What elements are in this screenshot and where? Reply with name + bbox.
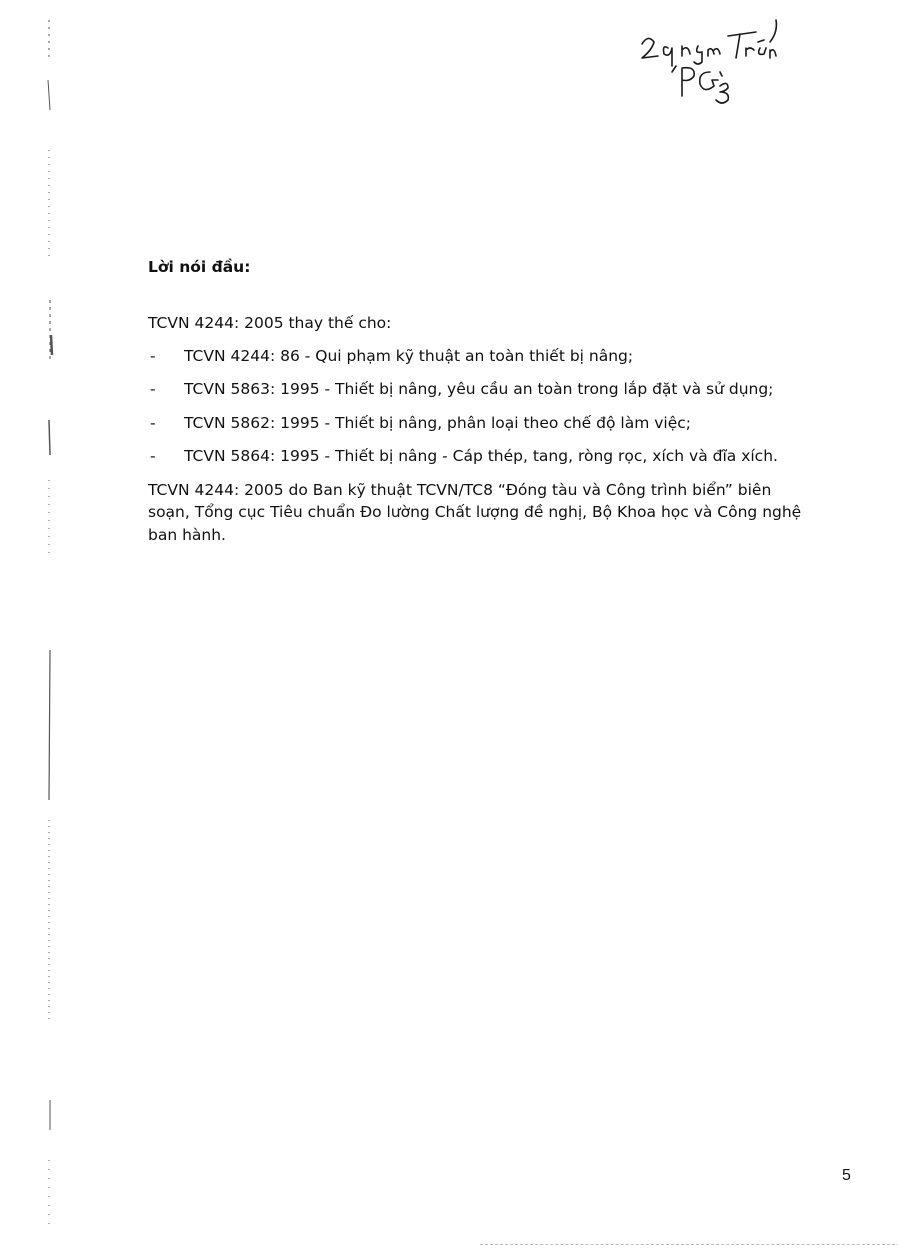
- scan-noise-graphic: [44, 0, 58, 1249]
- list-item-text: TCVN 5863: 1995 - Thiết bị nâng, yêu cầu an toàn trong lắp đặt và sử dụng;: [184, 380, 774, 399]
- section-heading: Lời nói đầu:: [148, 258, 251, 276]
- list-bullet: -: [150, 447, 156, 466]
- body-paragraph: TCVN 4244: 2005 do Ban kỹ thuật TCVN/TC8 “Đóng tàu và Công trình biển” biên soạn, Tổng cục Tiêu chuẩn Đo lường Chất lượng đề nghị, Bộ Khoa học và Công nghệ ban hành.: [148, 480, 802, 544]
- scan-edge-artifacts: [44, 0, 58, 1249]
- list-bullet: -: [150, 413, 156, 432]
- list-item: [148, 412, 808, 434]
- intro-line: TCVN 4244: 2005 thay thế cho:: [148, 314, 392, 333]
- replaced-standards-list: [148, 345, 808, 468]
- handwritten-note-graphic: [636, 14, 786, 104]
- list-item: [148, 445, 808, 467]
- page-number: 5: [842, 1167, 851, 1184]
- document-body: [148, 256, 808, 546]
- scan-bottom-edge: [480, 1244, 898, 1246]
- list-bullet: -: [150, 380, 156, 399]
- list-item: [148, 345, 808, 367]
- handwritten-annotation: [636, 14, 786, 104]
- list-item-text: TCVN 5864: 1995 - Thiết bị nâng - Cáp thép, tang, ròng rọc, xích và đĩa xích.: [184, 447, 778, 466]
- list-item-text: TCVN 5862: 1995 - Thiết bị nâng, phân loại theo chế độ làm việc;: [184, 413, 691, 432]
- list-item: [148, 378, 808, 400]
- list-item-text: TCVN 4244: 86 - Qui phạm kỹ thuật an toàn thiết bị nâng;: [184, 346, 634, 365]
- list-bullet: -: [150, 346, 156, 365]
